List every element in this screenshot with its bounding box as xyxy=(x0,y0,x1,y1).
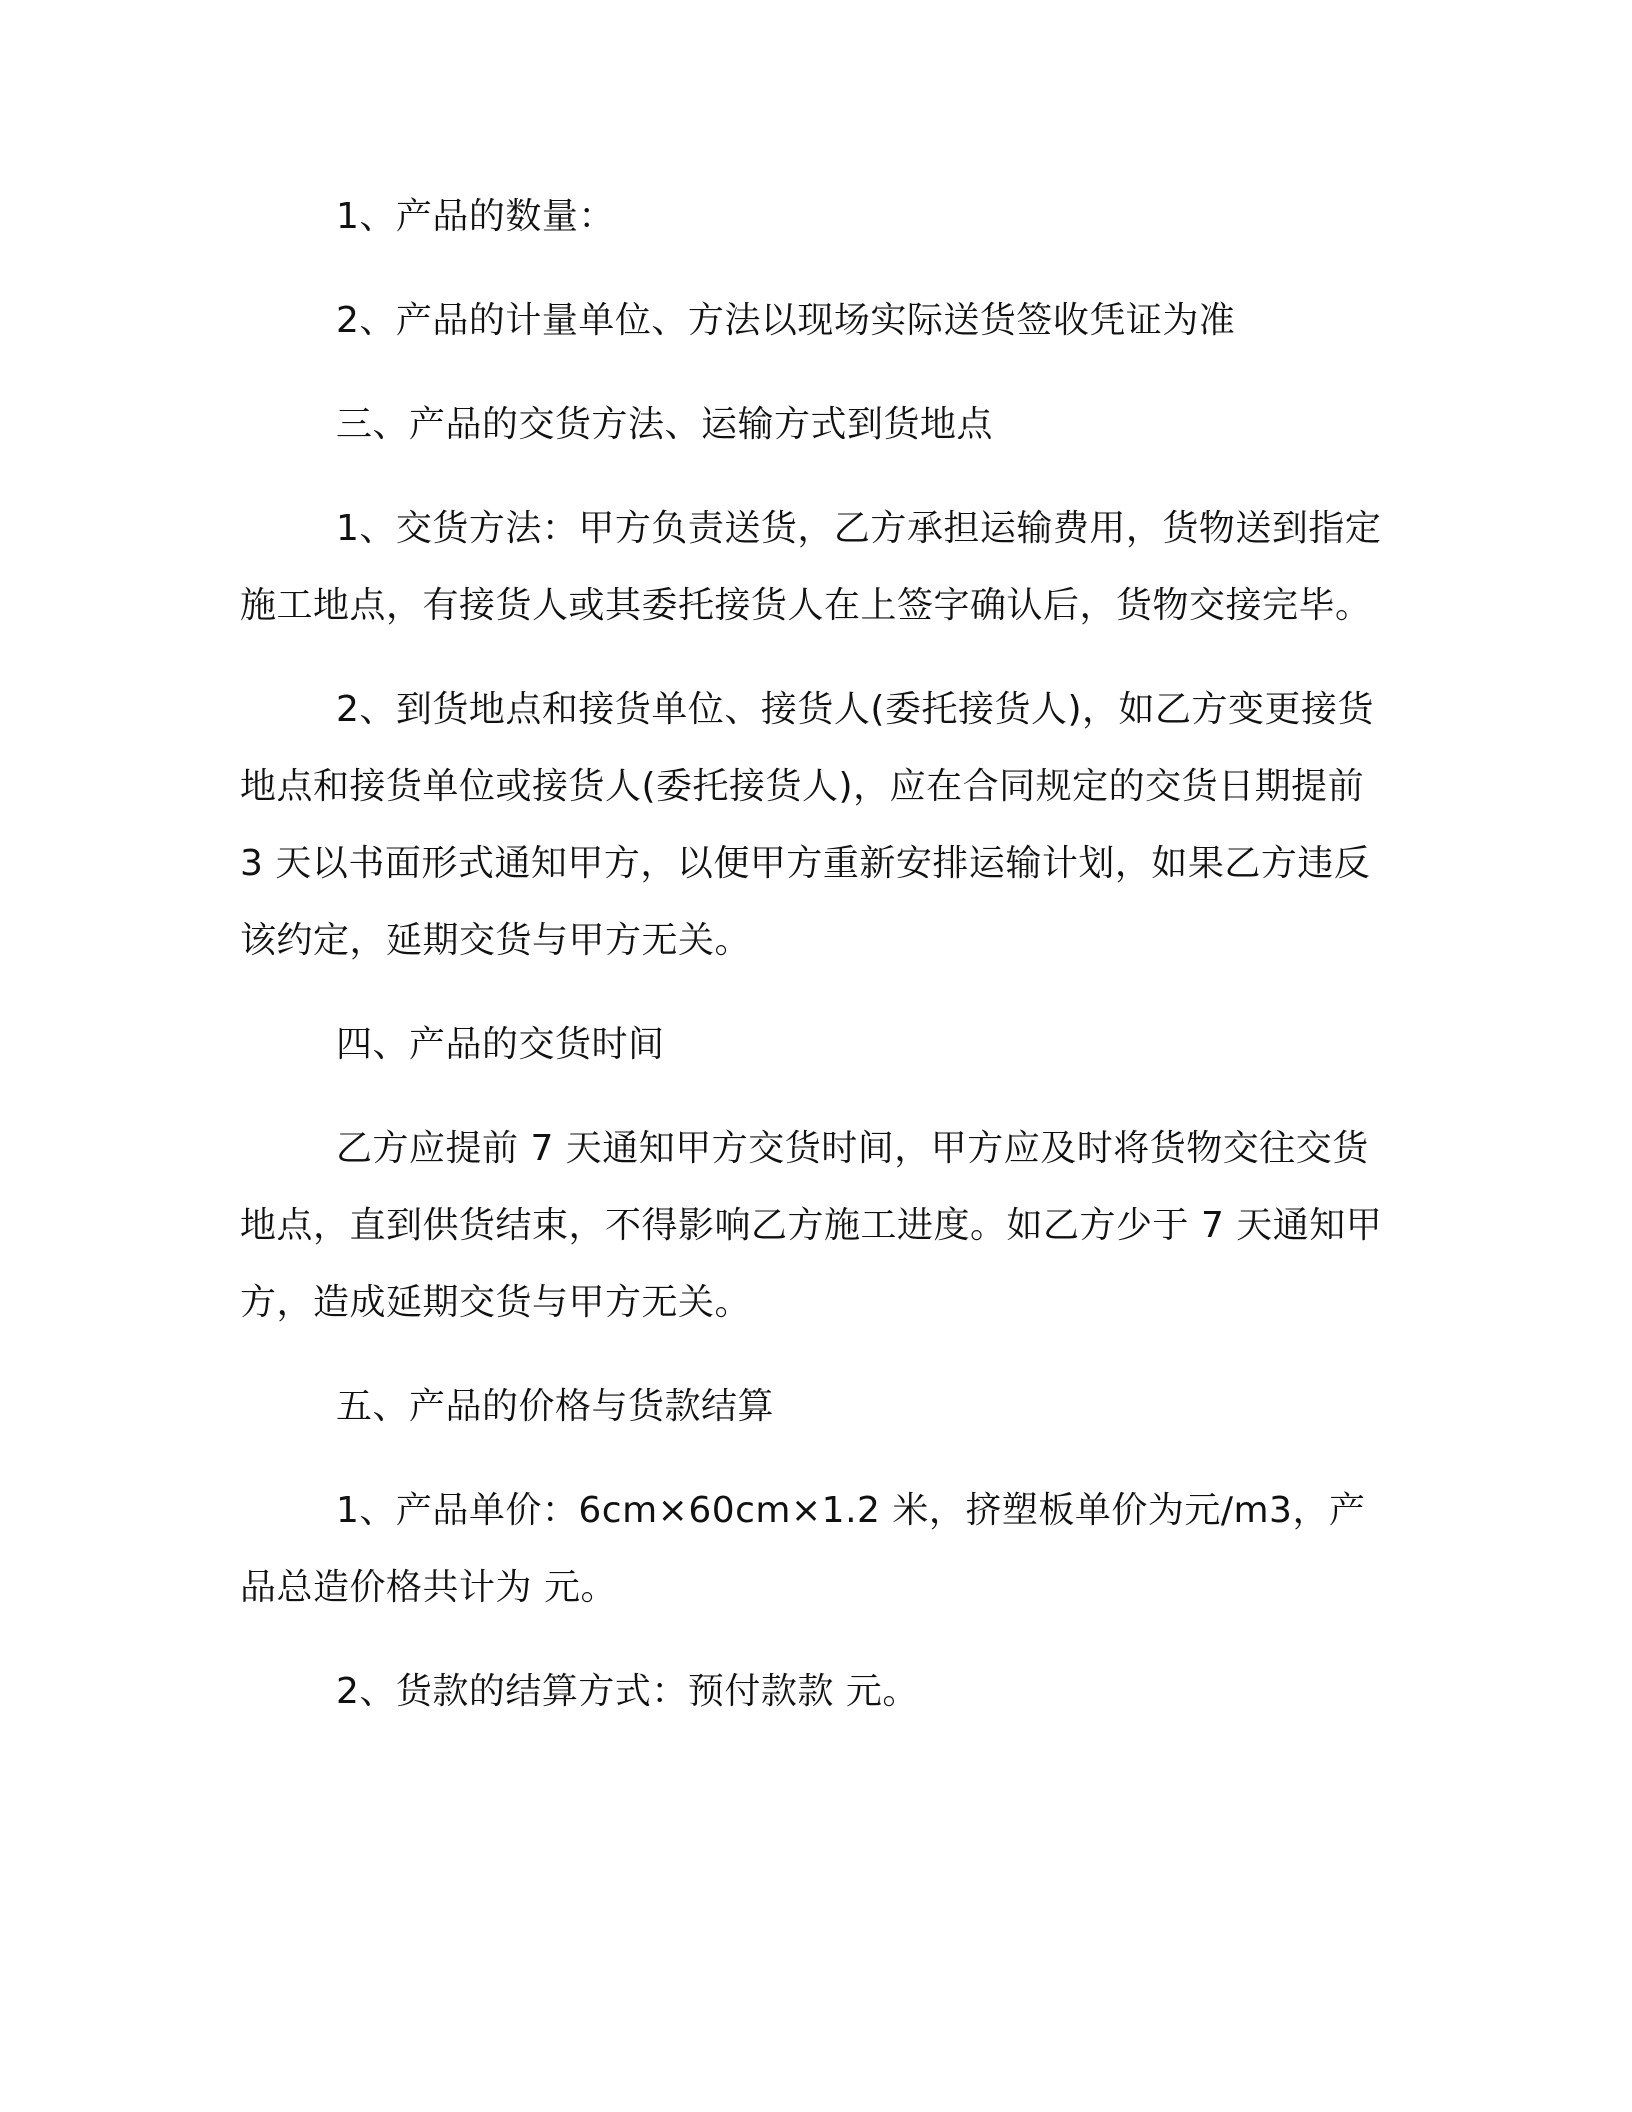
paragraph-delivery-method: 1、交货方法：甲方负责送货，乙方承担运输费用，货物送到指定施工地点，有接货人或其委托接货人在上签字确认后，货物交接完毕。 xyxy=(240,508,1382,626)
paragraph-quantity: 1、产品的数量： xyxy=(336,196,615,237)
section-heading-delivery-time: 四、产品的交货时间 xyxy=(336,1024,665,1065)
paragraph-delivery-location: 2、到货地点和接货单位、接货人(委托接货人)，如乙方变更接货地点和接货单位或接货人(委托接货人)，应在合同规定的交货日期提前 3 天以书面形式通知甲方，以便甲方重新安排运输计划，如果乙方违反该约定，延期交货与甲方无关。 xyxy=(240,689,1374,961)
paragraph-settlement-method: 2、货款的结算方式：预付款款 元。 xyxy=(336,1671,919,1712)
paragraph-measurement-unit: 2、产品的计量单位、方法以现场实际送货签收凭证为准 xyxy=(336,300,1236,341)
section-heading-delivery-method: 三、产品的交货方法、运输方式到货地点 xyxy=(336,404,994,445)
document-body xyxy=(240,178,1390,1730)
section-heading-price-settlement: 五、产品的价格与货款结算 xyxy=(336,1386,775,1427)
paragraph-unit-price: 1、产品单价：6cm×60cm×1.2 米，挤塑板单价为元/m3，产品总造价格共计为 元。 xyxy=(240,1490,1366,1608)
paragraph-delivery-time: 乙方应提前 7 天通知甲方交货时间，甲方应及时将货物交往交货地点，直到供货结束，不得影响乙方施工进度。如乙方少于 7 天通知甲方，造成延期交货与甲方无关。 xyxy=(240,1128,1383,1323)
